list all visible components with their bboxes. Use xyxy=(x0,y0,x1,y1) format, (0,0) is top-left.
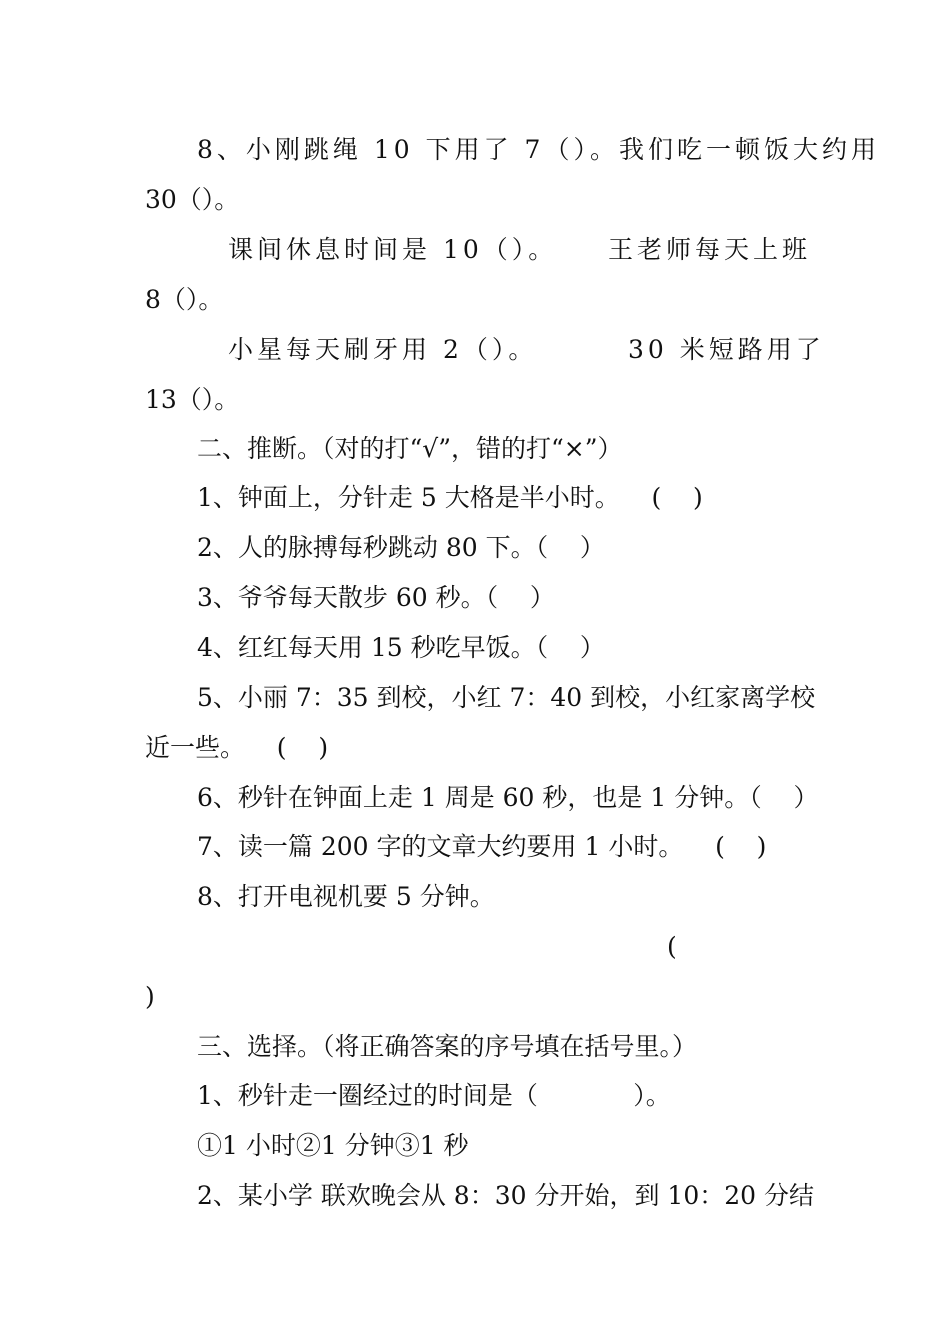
judge-item-5-line-1: 5、小丽 7：35 到校，小红 7：40 到校，小红家离学校 xyxy=(197,683,816,712)
section-choice-heading: 三、选择。（将正确答案的序号填在括号里。） xyxy=(197,1032,698,1061)
judge-item-8: 8、打开电视机要 5 分钟。 xyxy=(197,882,495,911)
fill-item-brushing: 小星每天刷牙用 2（）。 xyxy=(228,335,538,364)
judge-item-7: 7、读一篇 200 字的文章大约要用 1 小时。 ( ) xyxy=(197,832,767,861)
choice-item-1: 1、秒针走一圈经过的时间是（ ）。 xyxy=(197,1081,671,1110)
judge-item-3: 3、爷爷每天散步 60 秒。（ ） xyxy=(197,583,555,612)
judge-item-8-open-paren: ( xyxy=(667,932,677,961)
judge-item-2: 2、人的脉搏每秒跳动 80 下。（ ） xyxy=(197,533,605,562)
judge-item-4: 4、红红每天用 15 秒吃早饭。（ ） xyxy=(197,633,605,662)
fill-item-recess: 课间休息时间是 10（）。 xyxy=(228,235,558,264)
fill-item-teacher-line-1: 王老师每天上班 xyxy=(608,235,812,264)
section-judge-heading: 二、推断。（对的打“√”，错的打“×”） xyxy=(197,434,623,463)
fill-item-teacher-line-2: 8（）。 xyxy=(145,285,224,314)
judge-item-1: 1、钟面上，分针走 5 大格是半小时。 ( ) xyxy=(197,483,703,512)
fill-item-sprint-line-2: 13（）。 xyxy=(145,385,240,414)
fill-item-8-line-1: 8、小刚跳绳 10 下用了 7（）。我们吃一顿饭大约用 xyxy=(197,135,880,164)
judge-item-5-line-2: 近一些。 ( ) xyxy=(145,733,329,762)
fill-item-8-line-2: 30（）。 xyxy=(145,185,240,214)
choice-item-2-line-1: 2、某小学 联欢晚会从 8：30 分开始，到 10：20 分结 xyxy=(197,1181,814,1210)
judge-item-8-close-paren: ) xyxy=(145,982,155,1011)
fill-item-sprint-line-1: 30 米短路用了 xyxy=(628,335,825,364)
judge-item-6: 6、秒针在钟面上走 1 周是 60 秒，也是 1 分钟。（ ） xyxy=(197,783,819,812)
choice-item-1-options: ①1 小时②1 分钟③1 秒 xyxy=(197,1131,469,1160)
